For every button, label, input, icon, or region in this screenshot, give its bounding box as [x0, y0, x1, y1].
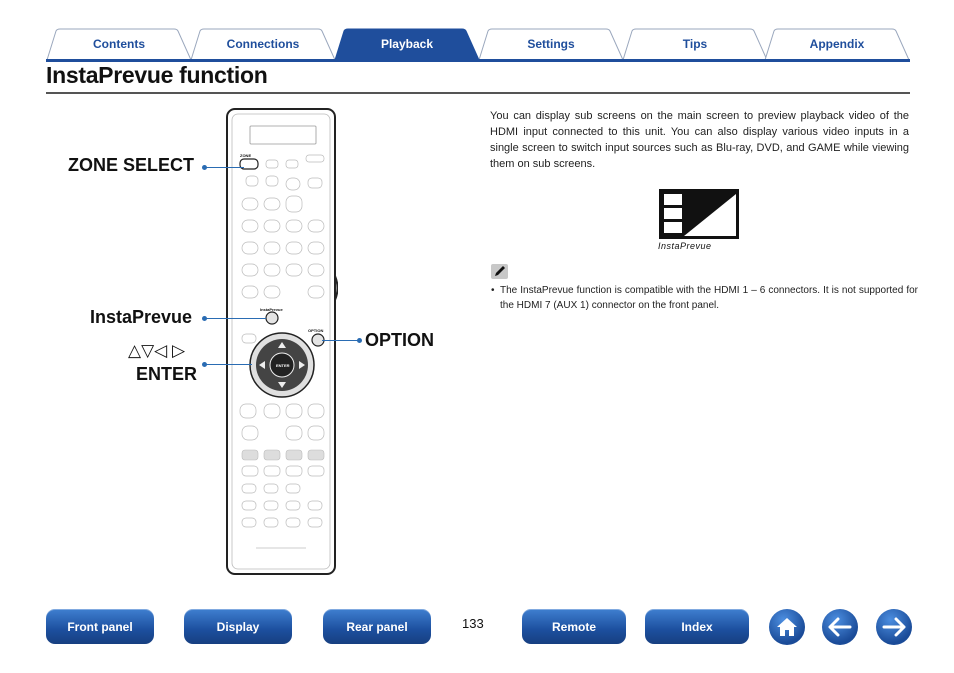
tab-contents[interactable]: [46, 28, 192, 60]
tab-settings[interactable]: [478, 28, 624, 60]
intro-paragraph: You can display sub screens on the main screen to preview playback video of the HDMI input connected to this unit. You can also display various video inputs in a single screen to switch input sources such as Blu-ray, DVD, and GAME while viewing them on sub screens.: [490, 110, 909, 170]
tab-playback[interactable]: [334, 28, 480, 60]
top-tab-bar: [46, 28, 910, 60]
rear-panel-button[interactable]: Rear panel: [323, 609, 431, 644]
callout-dot-instaprevue: [202, 316, 207, 321]
tab-label: Appendix: [809, 37, 865, 51]
home-icon: [776, 616, 798, 638]
svg-text:InstaPrevue: InstaPrevue: [260, 307, 283, 312]
callout-zone-select: ZONE SELECT: [68, 155, 195, 175]
instaprevue-logo: [656, 186, 746, 256]
callout-option: OPTION: [365, 330, 435, 350]
callout-dot-zone-select: [202, 165, 207, 170]
svg-text:ZONE: ZONE: [240, 153, 252, 158]
arrow-right-icon: [882, 617, 906, 637]
back-button[interactable]: [822, 609, 858, 645]
tab-connections[interactable]: [190, 28, 336, 60]
display-button[interactable]: Display: [184, 609, 292, 644]
note-list-item: [491, 283, 918, 313]
callout-instaprevue: InstaPrevue: [90, 307, 193, 327]
callout-dot-enter: [202, 362, 207, 367]
page-number: 133: [462, 616, 484, 631]
callout-line-instaprevue: [204, 318, 266, 319]
index-button[interactable]: Index: [645, 609, 749, 644]
tab-label: Settings: [527, 37, 575, 51]
home-button[interactable]: [769, 609, 805, 645]
tab-label: Connections: [226, 37, 300, 51]
callout-line-zone-select: [204, 167, 244, 168]
arrow-left-icon: [828, 617, 852, 637]
pencil-icon: [491, 264, 508, 279]
tab-label: Contents: [93, 37, 145, 51]
tab-tips[interactable]: [622, 28, 768, 60]
note-text: The InstaPrevue function is compatible with the HDMI 1 – 6 connectors. It is not supported for the HDMI 7 (AUX 1) connector on the front panel.: [500, 285, 918, 311]
tab-label: Playback: [380, 37, 434, 51]
page-title: InstaPrevue function: [46, 62, 268, 88]
remote-button[interactable]: Remote: [522, 609, 626, 644]
note-bullet: •: [491, 285, 495, 296]
forward-button[interactable]: [876, 609, 912, 645]
callout-line-option: [322, 340, 360, 341]
remote-control-illustration: [226, 108, 338, 576]
callout-line-enter: [204, 364, 252, 365]
front-panel-button[interactable]: Front panel: [46, 609, 154, 644]
callout-arrow-keys: △▽◁ ▷: [128, 341, 186, 360]
callout-enter: ENTER: [136, 364, 198, 384]
svg-text:OPTION: OPTION: [308, 328, 324, 333]
logo-wordmark: InstaPrevue: [658, 241, 712, 251]
tab-label: Tips: [682, 37, 708, 51]
callout-dot-option: [357, 338, 362, 343]
title-divider: [46, 92, 910, 94]
svg-text:ENTER: ENTER: [276, 363, 290, 368]
tab-appendix[interactable]: [764, 28, 910, 60]
